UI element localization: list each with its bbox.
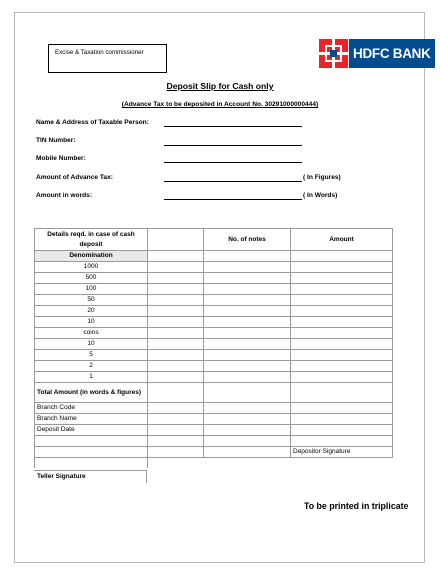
denomination-value: 10 bbox=[35, 339, 148, 350]
denomination-value: 1000 bbox=[35, 262, 148, 273]
denomination-value: 1 bbox=[35, 372, 148, 383]
field-line-tin[interactable] bbox=[164, 145, 302, 146]
cash-deposit-table bbox=[34, 228, 393, 468]
hdfc-bank-logo bbox=[319, 39, 435, 68]
field-label-amount-words: Amount in words: bbox=[36, 192, 93, 199]
table-row bbox=[35, 458, 393, 468]
header-blank bbox=[148, 229, 204, 251]
table-row bbox=[35, 295, 393, 306]
table-row bbox=[35, 328, 393, 339]
table-row bbox=[35, 306, 393, 317]
field-label-mobile: Mobile Number: bbox=[36, 155, 86, 162]
denomination-value: 2 bbox=[35, 361, 148, 372]
table-row bbox=[35, 339, 393, 350]
table-row bbox=[35, 447, 393, 458]
branch-code-label: Branch Code bbox=[35, 403, 148, 414]
total-amount-label: Total Amount (in words & figures) bbox=[35, 383, 148, 403]
field-label-advance-tax: Amount of Advance Tax: bbox=[36, 174, 113, 181]
deposit-date-label: Deposit Date bbox=[35, 425, 148, 436]
table-row bbox=[35, 350, 393, 361]
page-title: Deposit Slip for Cash only bbox=[166, 81, 274, 91]
denomination-value: 50 bbox=[35, 295, 148, 306]
table-row-total bbox=[35, 383, 393, 403]
teller-signature-label: Teller Signature bbox=[37, 473, 86, 480]
header-no-of-notes: No. of notes bbox=[204, 229, 291, 251]
denomination-label: Denomination bbox=[35, 251, 148, 262]
field-line-mobile[interactable] bbox=[164, 162, 302, 163]
teller-signature bbox=[34, 470, 147, 483]
denomination-value: 100 bbox=[35, 284, 148, 295]
office-box bbox=[48, 44, 167, 73]
hdfc-logo-icon bbox=[319, 39, 348, 68]
header-amount: Amount bbox=[291, 229, 393, 251]
table-row bbox=[35, 414, 393, 425]
table-row bbox=[35, 284, 393, 295]
field-line-amount-words[interactable] bbox=[164, 199, 302, 200]
denomination-value: coins bbox=[35, 328, 148, 339]
table-row bbox=[35, 251, 393, 262]
denomination-value: 500 bbox=[35, 273, 148, 284]
denomination-value: 10 bbox=[35, 317, 148, 328]
table-row bbox=[35, 317, 393, 328]
field-label-name-address: Name & Address of Taxable Person: bbox=[36, 119, 149, 126]
table-row bbox=[35, 436, 393, 447]
account-subtitle: (Advance Tax to be deposited in Account No. 30291000000444) bbox=[121, 101, 319, 108]
table-row bbox=[35, 273, 393, 284]
field-label-tin: TIN Number: bbox=[36, 137, 76, 144]
table-row bbox=[35, 361, 393, 372]
table-row bbox=[35, 425, 393, 436]
in-figures-note: ( In Figures) bbox=[303, 174, 341, 181]
table-header-row bbox=[35, 229, 393, 251]
depositor-signature-label: Depositor Signature bbox=[291, 447, 393, 458]
table-row bbox=[35, 262, 393, 273]
table-row bbox=[35, 403, 393, 414]
field-line-name-address[interactable] bbox=[164, 126, 302, 127]
logo-text: HDFC BANK bbox=[349, 39, 435, 68]
denomination-value: 20 bbox=[35, 306, 148, 317]
triplicate-note: To be printed in triplicate bbox=[304, 501, 409, 511]
header-details: Details reqd. in case of cash deposit bbox=[35, 229, 148, 251]
in-words-note: ( In Words) bbox=[303, 192, 338, 199]
office-box-text: Excise & Taxation commissioner bbox=[55, 49, 144, 56]
branch-name-label: Branch Name bbox=[35, 414, 148, 425]
table-row bbox=[35, 372, 393, 383]
denomination-value: 5 bbox=[35, 350, 148, 361]
field-line-advance-tax[interactable] bbox=[164, 181, 302, 182]
